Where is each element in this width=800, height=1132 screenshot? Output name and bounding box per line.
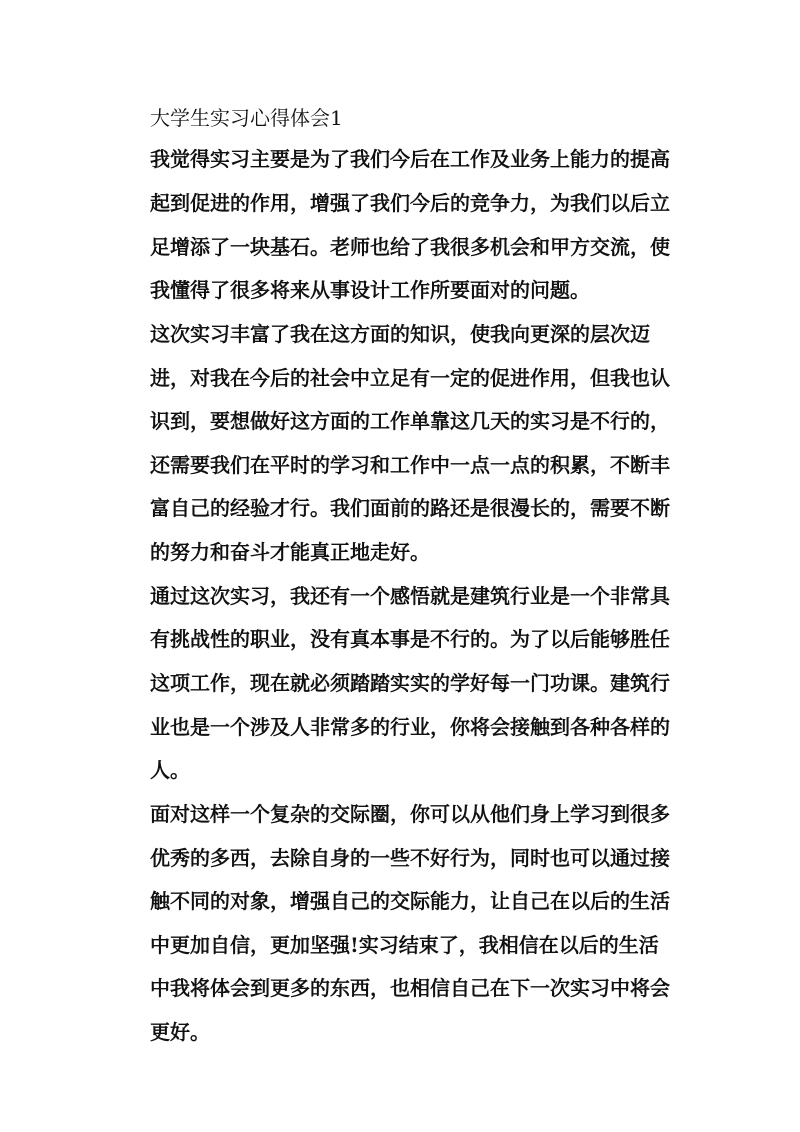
body-line: 优秀的多西，去除自身的一些不好行为，同时也可以通过接 <box>150 846 670 870</box>
body-line: 起到促进的作用，增强了我们今后的竞争力，为我们以后立 <box>150 191 670 215</box>
body-line: 触不同的对象，增强自己的交际能力，让自己在以后的生活 <box>150 889 670 913</box>
body-line: 业也是一个涉及人非常多的行业，你将会接触到各种各样的 <box>150 715 670 739</box>
body-line: 还需要我们在平时的学习和工作中一点一点的积累，不断丰 <box>150 453 670 477</box>
body-line: 富自己的经验才行。我们面前的路还是很漫长的，需要不断 <box>150 496 670 520</box>
body-line: 我觉得实习主要是为了我们今后在工作及业务上能力的提高 <box>150 147 670 171</box>
body-line: 足增添了一块基石。老师也给了我很多机会和甲方交流，使 <box>150 235 670 259</box>
body-line: 中更加自信，更加坚强!实习结束了，我相信在以后的生活 <box>150 933 659 957</box>
body-line: 进，对我在今后的社会中立足有一定的促进作用，但我也认 <box>150 366 670 390</box>
document-title: 大学生实习心得体会1 <box>150 106 343 130</box>
body-line: 人。 <box>150 758 190 782</box>
body-line: 面对这样一个复杂的交际圈，你可以从他们身上学习到很多 <box>150 802 670 826</box>
body-line: 这项工作，现在就必须踏踏实实的学好每一门功课。建筑行 <box>150 671 670 695</box>
body-line: 通过这次实习，我还有一个感悟就是建筑行业是一个非常具 <box>150 584 670 608</box>
body-line: 的努力和奋斗才能真正地走好。 <box>150 540 430 564</box>
body-line: 我懂得了很多将来从事设计工作所要面对的问题。 <box>150 278 590 302</box>
body-line: 识到，要想做好这方面的工作单靠这几天的实习是不行的， <box>150 409 670 433</box>
body-line: 中我将体会到更多的东西，也相信自己在下一次实习中将会 <box>150 976 670 1000</box>
body-line: 更好。 <box>150 1020 210 1044</box>
body-line: 有挑战性的职业，没有真本事是不行的。为了以后能够胜任 <box>150 627 670 651</box>
body-line: 这次实习丰富了我在这方面的知识，使我向更深的层次迈 <box>150 322 650 346</box>
